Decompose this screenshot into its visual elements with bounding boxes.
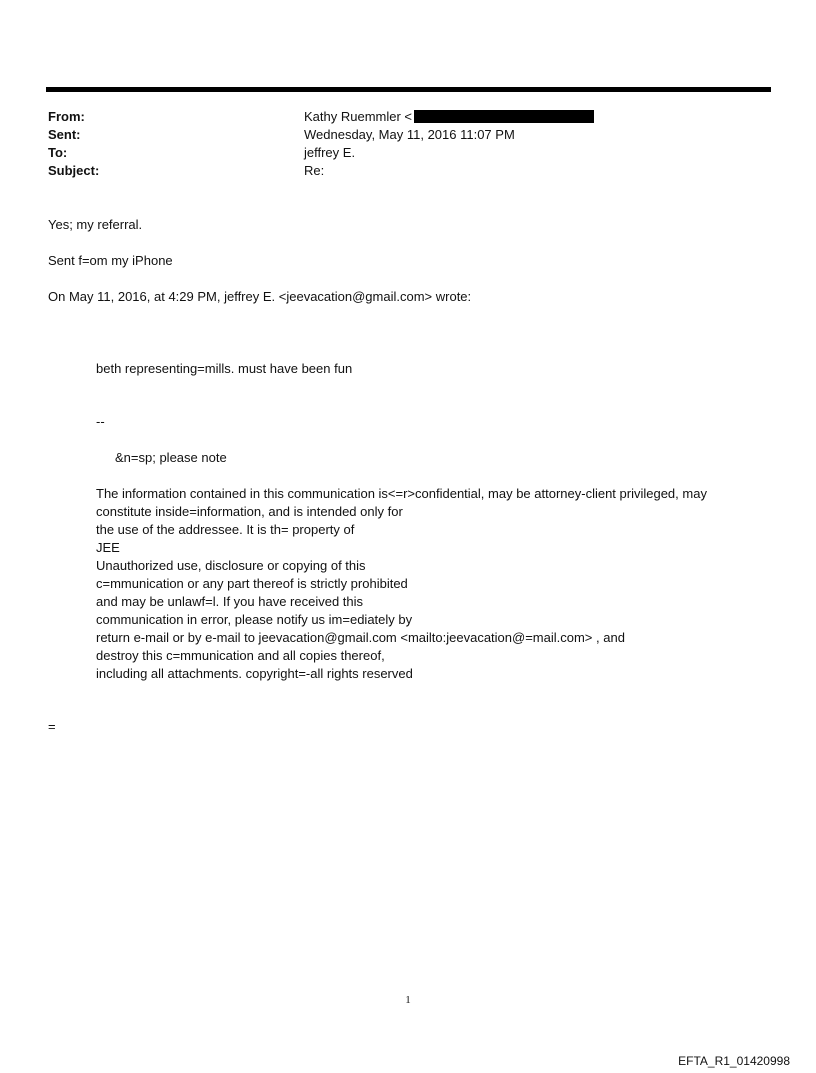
quoted-message: beth representing=mills. must have been fun xyxy=(96,361,353,376)
header-rule xyxy=(46,87,771,92)
disclaimer-line: the use of the addressee. It is th= property of xyxy=(96,522,355,537)
sent-label: Sent: xyxy=(48,127,81,142)
disclaimer-line: The information contained in this communication is<=r>confidential, may be attorney-client privileged, may xyxy=(96,486,707,501)
page-number: 1 xyxy=(405,994,411,1006)
disclaimer-line: Unauthorized use, disclosure or copying of this xyxy=(96,558,366,573)
separator: -- xyxy=(96,414,105,429)
to-label: To: xyxy=(48,145,68,160)
reply-line: Yes; my referral. xyxy=(48,217,143,232)
subject-value: Re: xyxy=(304,163,325,178)
sent-row xyxy=(48,126,515,144)
subject-label: Subject: xyxy=(48,163,100,178)
from-value xyxy=(304,108,594,126)
trailing-char: = xyxy=(48,719,56,734)
to-row xyxy=(48,144,356,162)
disclaimer-line: destroy this c=mmunication and all copies thereof, xyxy=(96,648,385,663)
note-line: &n=sp; please note xyxy=(115,450,227,465)
from-sender-text: Kathy Ruemmler < xyxy=(304,109,413,124)
to-value: jeffrey E. xyxy=(304,145,356,160)
from-row xyxy=(48,108,413,126)
redaction-block xyxy=(414,110,594,123)
disclaimer-line: c=mmunication or any part thereof is strictly prohibited xyxy=(96,576,408,591)
disclaimer-line: communication in error, please notify us im=ediately by xyxy=(96,612,413,627)
disclaimer-line: including all attachments. copyright=-all rights reserved xyxy=(96,666,413,681)
disclaimer-line: return e-mail or by e-mail to jeevacation@gmail.com <mailto:jeevacation@=mail.com> , and xyxy=(96,630,625,645)
quote-intro: On May 11, 2016, at 4:29 PM, jeffrey E. <jeevacation@gmail.com> wrote: xyxy=(48,289,472,304)
bates-number: EFTA_R1_01420998 xyxy=(678,1054,790,1068)
disclaimer-line: constitute inside=information, and is intended only for xyxy=(96,504,403,519)
signature-line: Sent f=om my iPhone xyxy=(48,253,173,268)
disclaimer-line: and may be unlawf=l. If you have received this xyxy=(96,594,364,609)
disclaimer-line: JEE xyxy=(96,540,120,555)
from-label: From: xyxy=(48,109,85,124)
subject-row xyxy=(48,162,325,180)
sent-value: Wednesday, May 11, 2016 11:07 PM xyxy=(304,127,515,142)
